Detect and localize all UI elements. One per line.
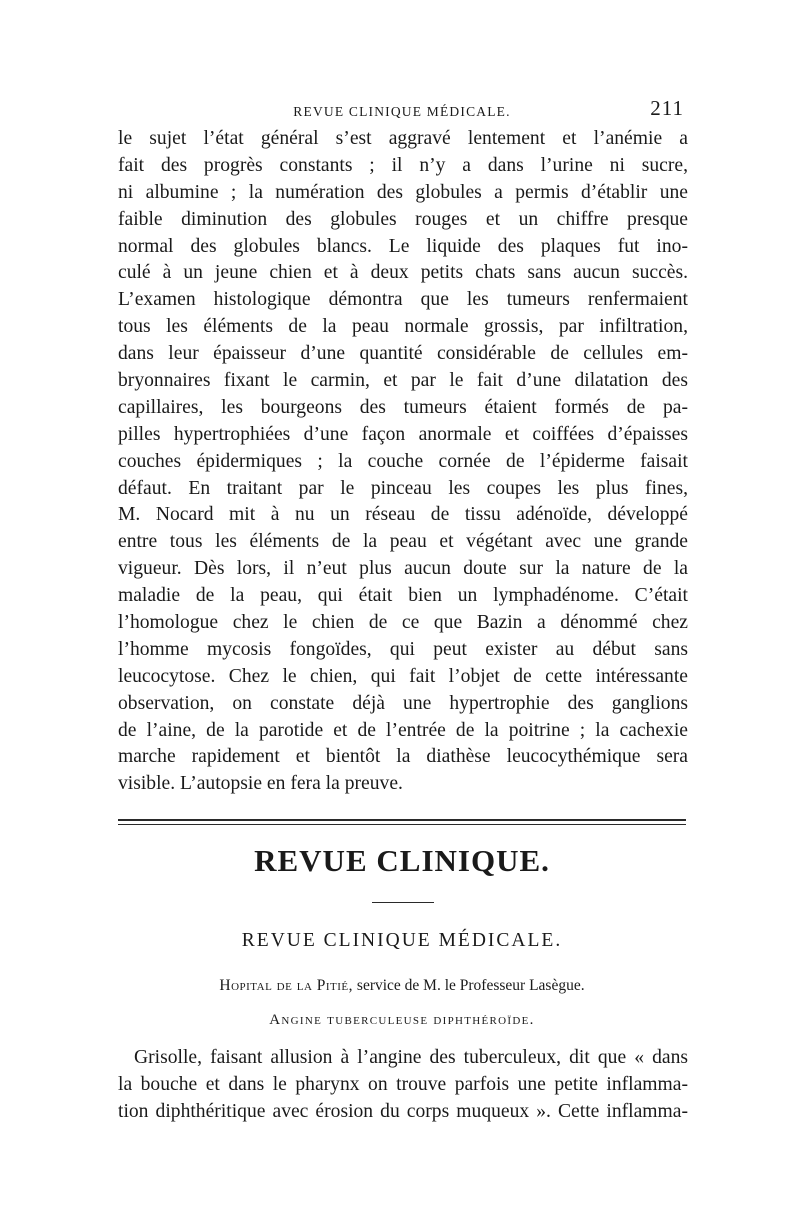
byline-hospital: Hopital de la Pitié, <box>219 977 354 994</box>
text-line: L’examen histologique démontra que les tumeurs renfermaient <box>118 289 688 311</box>
byline <box>118 977 686 995</box>
case-paragraph <box>118 1045 688 1126</box>
text-line: faible diminution des globules rouges et un chiffre presque <box>118 208 688 230</box>
text-line: ni albumine ; la numération des globules a permis d’établir une <box>118 181 688 203</box>
body-paragraph <box>118 126 688 798</box>
text-line: la bouche et dans le pharynx on trouve parfois une petite inflamma- <box>118 1073 688 1095</box>
text-line: M. Nocard mit à nu un réseau de tissu adénoïde, développé <box>118 504 688 526</box>
text-line: maladie de la peau, qui était bien un lymphadénome. C’était <box>118 585 688 607</box>
heading-rule <box>372 902 434 903</box>
text-line: dans leur épaisseur d’une quantité considérable de cellules em- <box>118 343 688 365</box>
text-line: observation, on constate déjà une hypertrophie des ganglions <box>118 692 688 714</box>
byline-service: service de M. le Professeur Lasègue. <box>353 977 585 994</box>
text-line: défaut. En traitant par le pinceau les coupes les plus fines, <box>118 477 688 499</box>
running-head <box>118 96 686 126</box>
text-line: l’homme mycosis fongoïdes, qui peut exister au début sans <box>118 638 688 660</box>
case-title: Angine tuberculeuse diphthéroïde. <box>269 1012 535 1028</box>
text-line: bryonnaires fixant le carmin, et par le fait d’une dilatation des <box>118 370 688 392</box>
text-line: leucocytose. Chez le chien, qui fait l’objet de cette intéressante <box>118 665 688 687</box>
text-line: fait des progrès constants ; il n’y a dans l’urine ni sucre, <box>118 154 688 176</box>
text-line: entre tous les éléments de la peau et végétant avec une grande <box>118 531 688 553</box>
section-subheading: REVUE CLINIQUE MÉDICALE. <box>241 930 563 951</box>
text-line: capillaires, les bourgeons des tumeurs étaient formés de pa- <box>118 396 688 418</box>
text-line: de l’aine, de la parotide et de l’entrée de la poitrine ; la cachexie <box>118 719 688 741</box>
page-number: 211 <box>650 96 684 120</box>
text-line: pilles hypertrophiées d’une façon anormale et coiffées d’épaisses <box>118 423 688 445</box>
text-line: couches épidermiques ; la couche cornée de l’épiderme faisait <box>118 450 688 472</box>
text-line: visible. L’autopsie en fera la preuve. <box>118 773 403 795</box>
text-line: normal des globules blancs. Le liquide des plaques fut ino- <box>118 235 688 257</box>
text-line: le sujet l’état général s’est aggravé lentement et l’anémie a <box>118 128 688 149</box>
text-line: culé à un jeune chien et à deux petits chats sans aucun succès. <box>118 262 688 284</box>
text-line: marche rapidement et bientôt la diathèse leucocythémique sera <box>118 746 688 768</box>
section-divider <box>118 819 686 825</box>
text-line: tous les éléments de la peau normale grossis, par infiltration, <box>118 316 688 338</box>
text-line: vigueur. Dès lors, il n’eut plus aucun doute sur la nature de la <box>118 558 688 580</box>
text-line: l’homologue chez le chien de ce que Bazin a dénommé chez <box>118 612 688 634</box>
text-line: tion diphthéritique avec érosion du corps muqueux ». Cette inflamma- <box>118 1100 688 1122</box>
running-title: REVUE CLINIQUE MÉDICALE. <box>293 104 511 119</box>
section-heading: REVUE CLINIQUE. <box>254 843 550 878</box>
text-line: Grisolle, faisant allusion à l’angine des tuberculeux, dit que « dans <box>134 1047 688 1068</box>
